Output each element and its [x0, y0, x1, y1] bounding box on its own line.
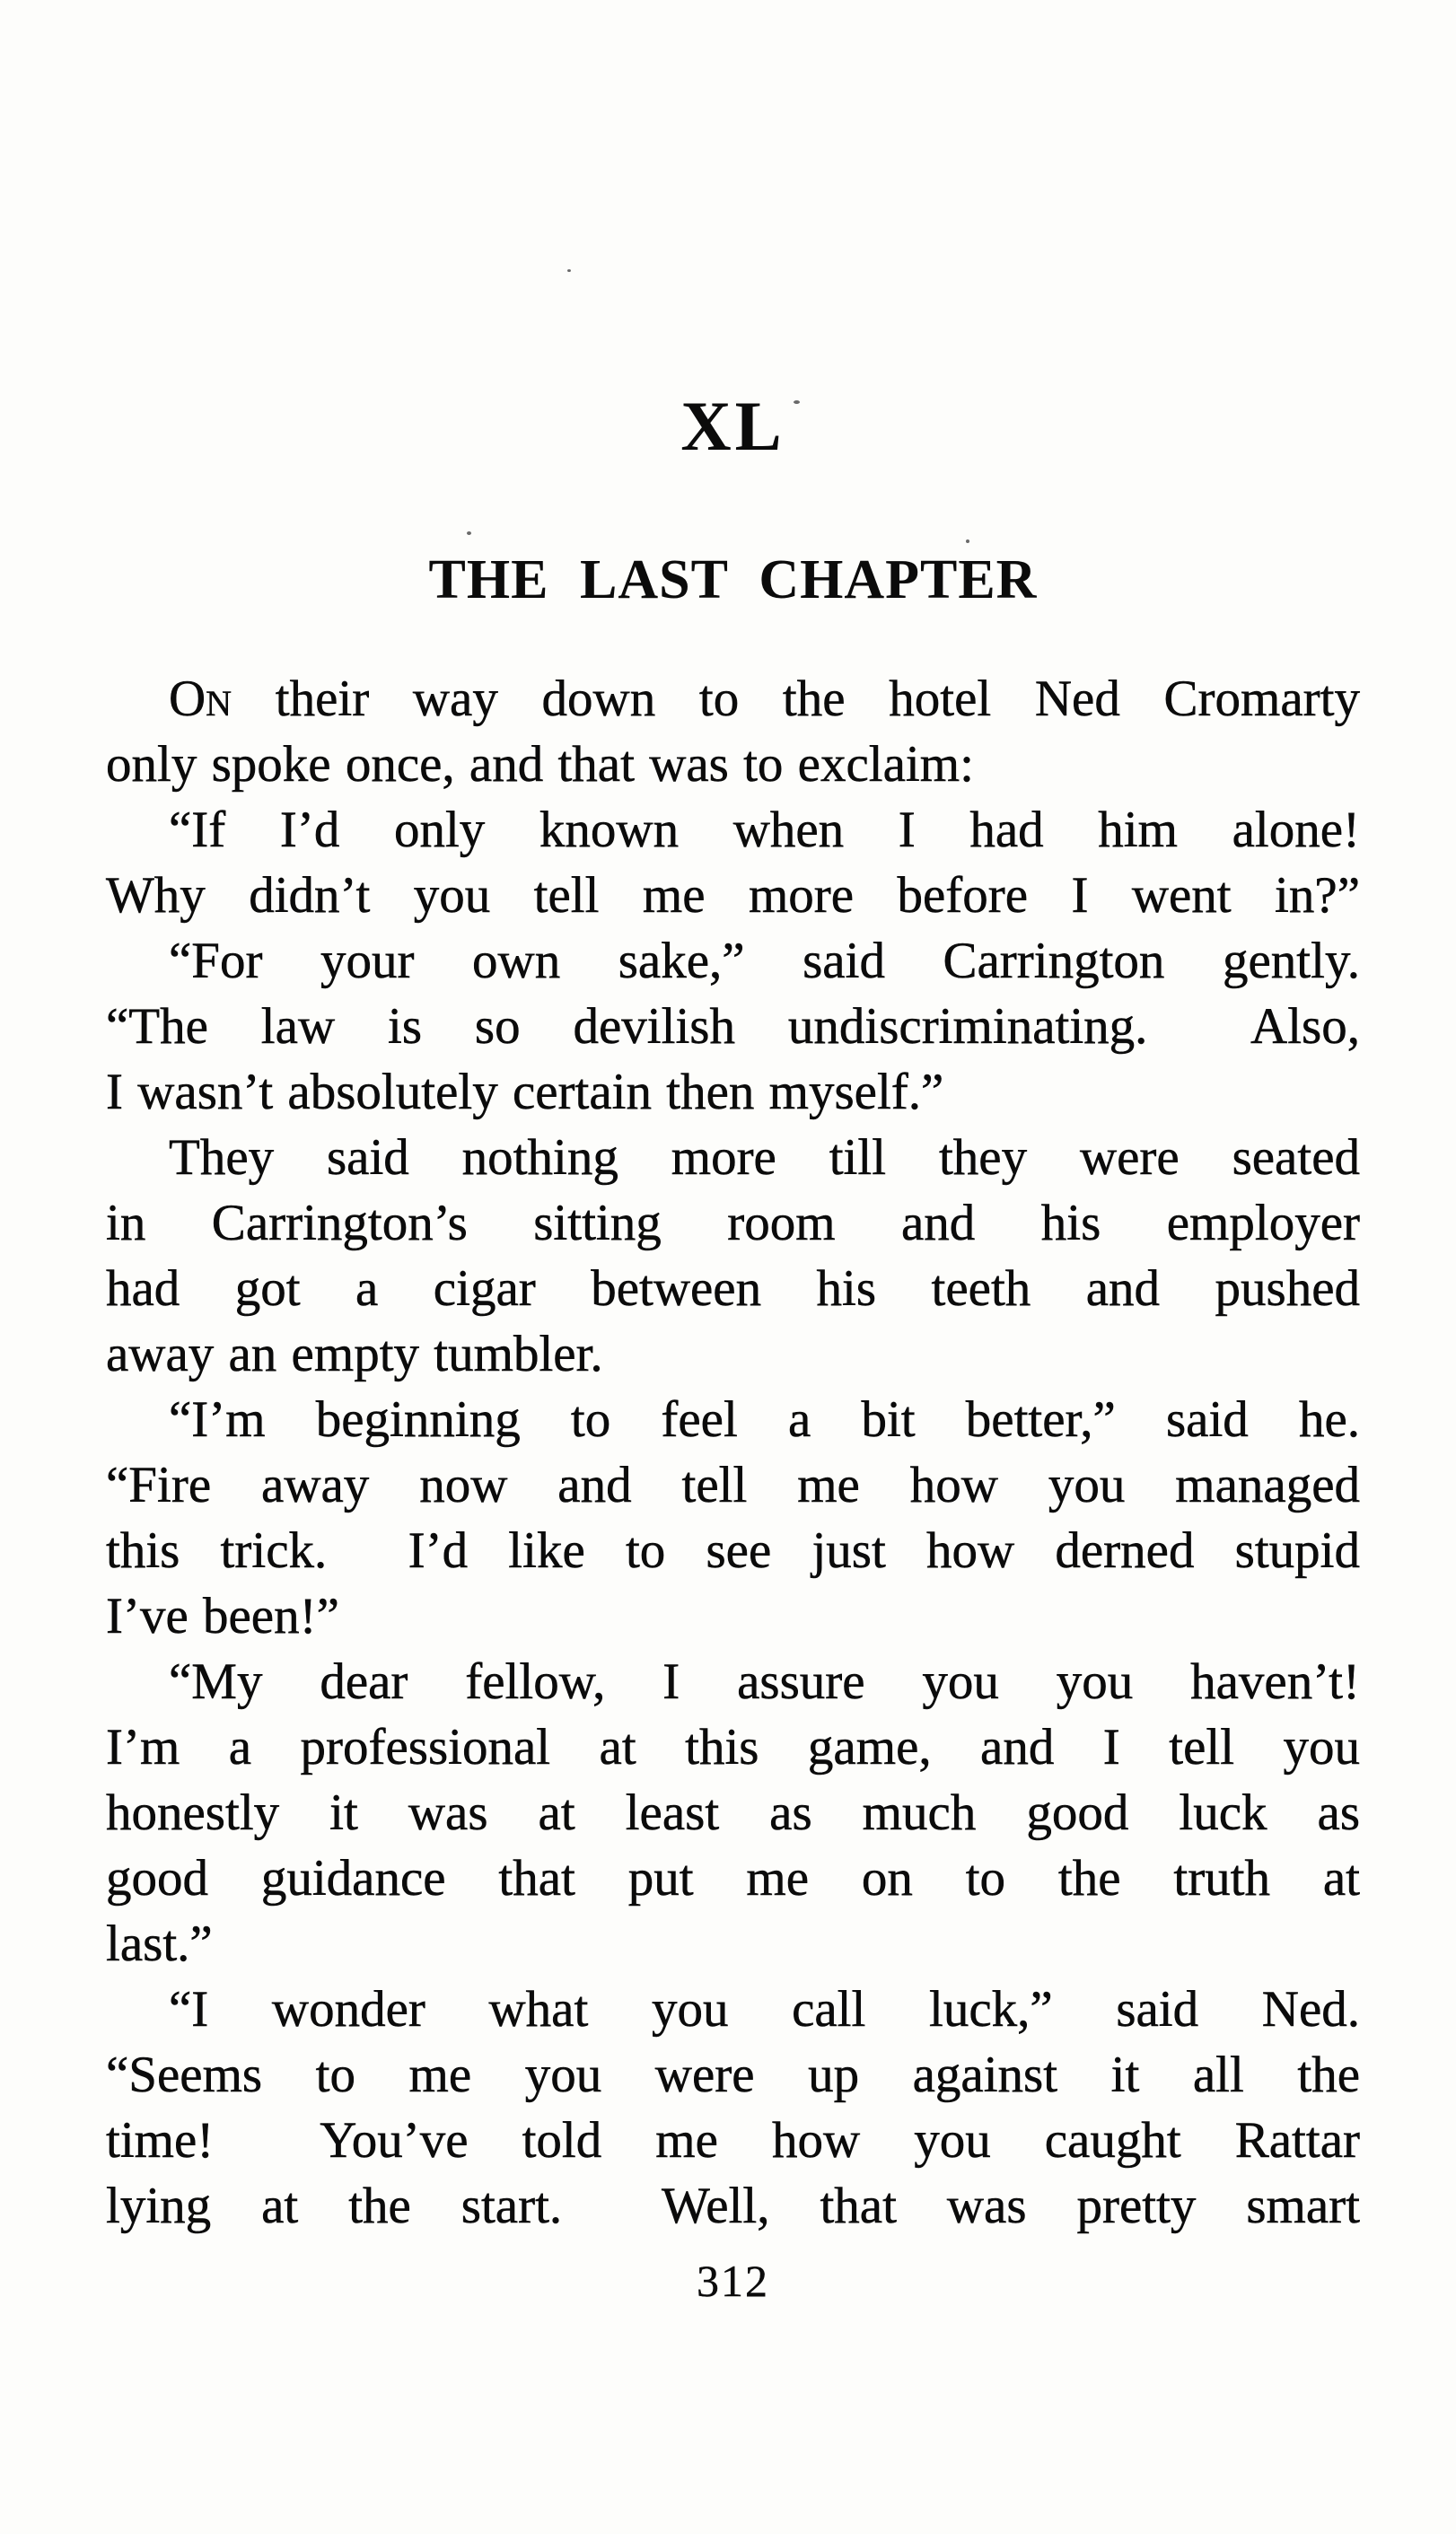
scan-speck — [966, 539, 969, 543]
text-line: “The law is so devilish undiscriminating. Also, — [106, 998, 1360, 1055]
body-text — [106, 666, 1360, 2239]
text-line: They said nothing more till they were seated — [169, 1129, 1360, 1186]
text-line: “For your own sake,” said Carrington gently. — [169, 933, 1360, 989]
text-line: “If I’d only known when I had him alone! — [169, 802, 1360, 858]
chapter-title: THE LAST CHAPTER — [428, 549, 1038, 610]
text-line: “Fire away now and tell me how you managed — [106, 1457, 1360, 1513]
text-line: good guidance that put me on to the truth at — [106, 1850, 1360, 1907]
text-line: I’ve been!” — [106, 1588, 339, 1644]
scan-speck — [467, 531, 471, 535]
text-line: last.” — [106, 1916, 213, 1972]
text-line: On their way down to the hotel Ned Cromarty — [169, 671, 1360, 727]
page-number: 312 — [697, 2256, 769, 2306]
text-line: Why didn’t you tell me more before I went in?” — [106, 867, 1360, 924]
text-line: honestly it was at least as much good luck as — [106, 1784, 1360, 1841]
text-line: “I’m beginning to feel a bit better,” said he. — [169, 1391, 1360, 1448]
text-line: I’m a professional at this game, and I tell you — [106, 1719, 1360, 1776]
text-line: time! You’ve told me how you caught Rattar — [106, 2112, 1360, 2169]
text-line: this trick. I’d like to see just how derned stupid — [106, 1522, 1360, 1579]
text-line: “I wonder what you call luck,” said Ned. — [169, 1981, 1360, 2038]
scan-speck — [794, 400, 800, 404]
text-line: away an empty tumbler. — [106, 1326, 603, 1382]
text-line: in Carrington’s sitting room and his employer — [106, 1195, 1360, 1251]
small-caps-word: On — [169, 671, 232, 727]
text-line: lying at the start. Well, that was pretty smart — [106, 2178, 1360, 2234]
chapter-number: XL — [680, 387, 785, 465]
text-line: had got a cigar between his teeth and pushed — [106, 1260, 1360, 1317]
text-line: “My dear fellow, I assure you you haven’t! — [169, 1653, 1360, 1710]
text-line: only spoke once, and that was to exclaim: — [106, 736, 974, 793]
scan-speck — [567, 269, 571, 272]
text-line: I wasn’t absolutely certain then myself.” — [106, 1064, 944, 1120]
text-line: “Seems to me you were up against it all the — [106, 2047, 1360, 2103]
